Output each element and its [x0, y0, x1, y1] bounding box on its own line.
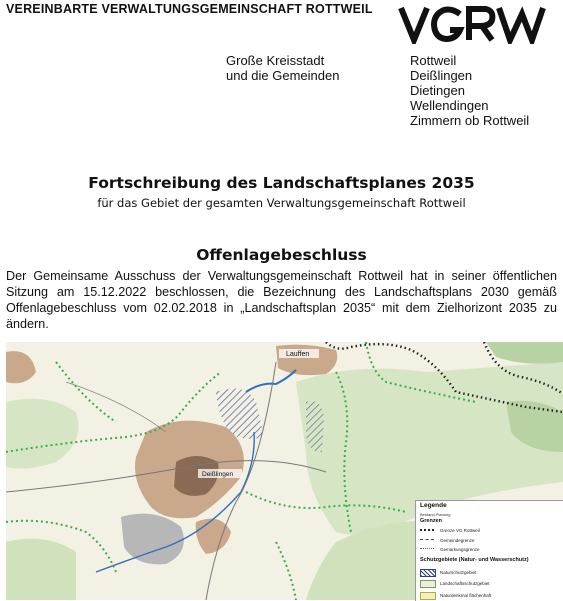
org-title: VEREINBARTE VERWALTUNGSGEMEINSCHAFT ROTTWEIL [6, 2, 373, 16]
legend-swatch-gemeinde [420, 539, 434, 546]
town-item: Dietingen [410, 83, 465, 98]
document-subtitle: für das Gebiet der gesamten Verwaltungsgemeinschaft Rottweil [97, 196, 466, 210]
legend-item-gemeinde: Gemeindegrenze [440, 538, 475, 543]
town-item: Rottweil [410, 53, 457, 68]
town-item: Zimmern ob Rottweil [410, 113, 530, 128]
vgrw-logo [398, 4, 546, 44]
map-legend [415, 500, 563, 601]
town-label-lauffen: Lauffen [286, 351, 310, 358]
legend-swatch-nd [420, 592, 436, 600]
municipality-intro [226, 53, 339, 83]
legend-swatch-vg [420, 529, 434, 537]
legend-item-gemarkung: Gemarkungsgrenze [440, 547, 480, 552]
legend-swatch-gemarkung [420, 548, 434, 555]
town-label-deisslingen: Deißlingen [202, 471, 234, 478]
legend-title: Legende [420, 502, 447, 509]
legend-item-nsg: Naturschutzgebiet [440, 570, 477, 575]
legend-section-protected: Schutzgebiete (Natur- und Wasserschutz) [420, 557, 529, 563]
town-item: Deißlingen [410, 68, 473, 83]
legend-item-vg: Grenze VG Rottweil [440, 528, 480, 533]
legend-swatch-nsg [420, 569, 436, 577]
legend-section-borders: Grenzen [420, 518, 443, 524]
forest-area [6, 539, 76, 600]
body-paragraph: Der Gemeinsame Ausschuss der Verwaltungsgemeinschaft Rottweil hat in seiner öffentlichen Sitzung am 15.12.2022 beschlossen, die Bezeichnung des Landschaftsplans 2030 gemäß Offenlagebeschluss vom 02.02.2018 in „Landschaftsplan 2035“ mit dem Zielhorizont 2035 zu ändern. [6, 269, 557, 331]
legend-swatch-lsg [420, 580, 436, 588]
intro-line: Große Kreisstadt [226, 53, 325, 68]
legend-columns: Bestand Planung [420, 512, 451, 517]
section-heading: Offenlagebeschluss [196, 246, 367, 264]
town-list [410, 53, 529, 128]
legend-item-nd: Naturdenkmal flächenhaft [440, 593, 492, 598]
town-item: Wellendingen [410, 98, 489, 113]
intro-line: und die Gemeinden [226, 68, 340, 83]
legend-item-lsg: Landschaftsschutzgebiet [440, 581, 490, 586]
document-title: Fortschreibung des Landschaftsplanes 2035 [88, 174, 475, 192]
